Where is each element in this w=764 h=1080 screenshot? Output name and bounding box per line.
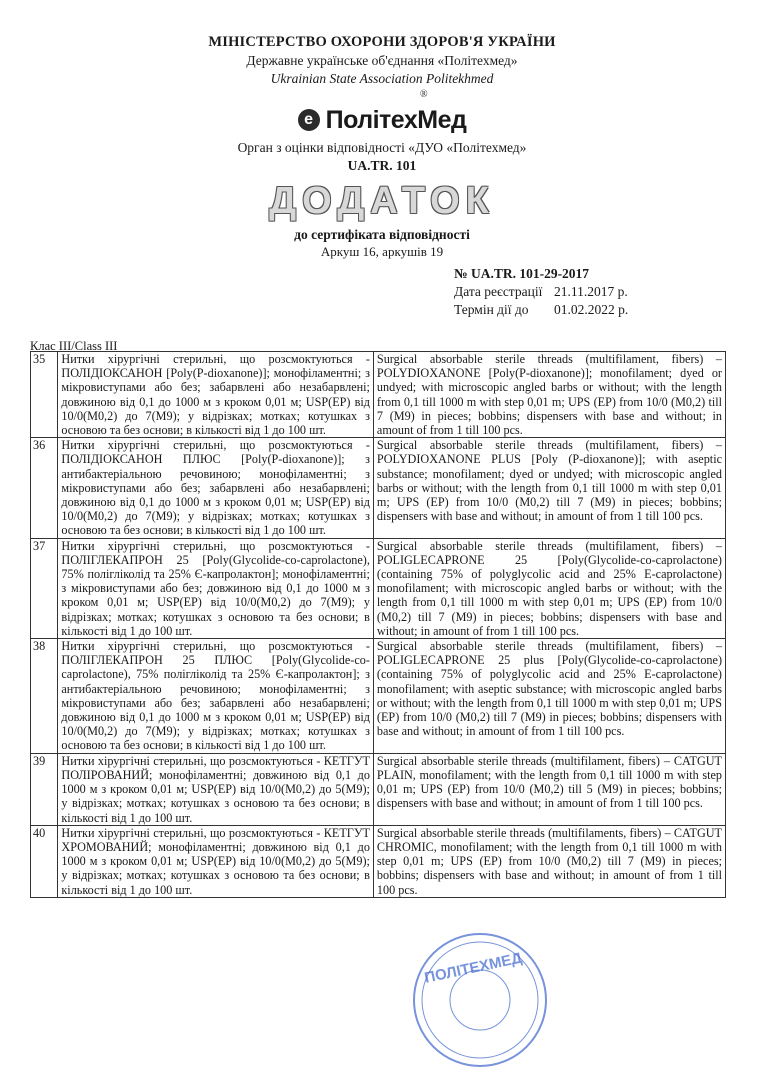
- row-description-en: Surgical absorbable sterile threads (multifilaments, fibers) – CATGUT CHROMIC, monofilament; with the length from 0,1 till 1000 m with step 0,01 m; UPS (EP) from 10/0 (M0,2) till 7 (M9) in pieces; bobbins; dispensers with base and without; in amount of from 1 till 100 pcs.: [373, 825, 725, 897]
- certificate-subtitle: до сертифіката відповідності: [294, 227, 470, 242]
- row-number: 39: [31, 753, 58, 825]
- conformity-body-code: UA.TR. 101: [347, 158, 417, 173]
- ministry-title: МІНІСТЕРСТВО ОХОРОНИ ЗДОРОВ'Я УКРАЇНИ: [208, 34, 556, 50]
- certificate-number: № UA.TR. 101-29-2017: [454, 266, 590, 281]
- appendix-title: ДОДАТОК: [269, 180, 495, 222]
- row-description-ua: Нитки хірургічні стерильні, що розсмоктуються - ПОЛІДІОКСАНОН [Poly(P-dioxanone)]; монофіламентні; з мікровиступами або без; забарвлені або незабарвлені; довжиною від 0,1 до 1000 м з кроком 0,01 м; USP(EP) від 10/0(M0,2) до 7(M9); у відрізках; мотках; котушках з основою та без основи; в кількості від 1 до 100 шт.: [58, 352, 374, 438]
- association-name-ua: Державне українське об'єднання «Політехмед»: [246, 53, 518, 68]
- row-description-en: Surgical absorbable sterile threads (multifilament, fibers) – POLYDIOXANONE [Poly(P-dioxanone)]; monofilament; dyed or undyed; with microscopic angled barbs or without; with the length from 0,1 till 1000 m with step 0,01 m; UPS (EP) from 10/0 (M0,2) till 7 (M9) in pieces; bobbins; dispensers with base and without; in amount of from 1 till 100 pcs.: [373, 352, 725, 438]
- row-number: 38: [31, 639, 58, 754]
- valid-until-value: 01.02.2022 р.: [554, 302, 629, 317]
- table-row: [31, 538, 726, 638]
- conformity-body: Орган з оцінки відповідності «ДУО «Політехмед»: [237, 140, 527, 155]
- sheet-info: Аркуш 16, аркушів 19: [320, 244, 444, 259]
- table-row: [31, 438, 726, 538]
- row-description-en: Surgical absorbable sterile threads (multifilament, fibers) – CATGUT PLAIN, monofilament; with the length from 0,1 till 1000 m with step 0,01 m; UPS (EP) from 10/0 (M0,2) till 5 (M9) in pieces; bobbins; dispensers with base and without; in amount of from 1 till 100 pcs.: [373, 753, 725, 825]
- class-label: Клас ІІІ/Class III: [30, 339, 118, 353]
- registration-date: [454, 284, 628, 300]
- row-description-en: Surgical absorbable sterile threads (multifilament, fibers) – POLYDIOXANONE PLUS [Poly (P-dioxanone)]; with aseptic substance; monofilament; dyed or undyed; with microscopic angled barbs or without; with the length from 0,1 till 1000 m with step 0,01 m; UPS (EP) from 10/0 (M0,2) till 7 (M9) in pieces; bobbins; dispensers with base and without; in amount of from 1 till 100 pcs.: [373, 438, 725, 538]
- registration-date-label: Дата реєстрації: [454, 284, 543, 299]
- stamp-text: ПОЛІТЕХМЕД: [422, 949, 524, 987]
- row-description-ua: Нитки хірургічні стерильні, що розсмоктуються - КЕТГУТ ПОЛІРОВАНИЙ; монофіламентні; довжиною від 0,1 до 1000 м з кроком 0,01 м; USP(EP) від 10/0(M0,2) до 5(M9); у відрізках; мотках; котушках з основою та без основи; в кількості від 1 до 100 шт.: [58, 753, 374, 825]
- row-description-ua: Нитки хірургічні стерильні, що розсмоктуються - ПОЛІГЛЕКАПРОН 25 ПЛЮС [Poly(Glycolide-co-caprolactone), 75% полігліколід та 25% Є-капролактон]; з антибактеріальною речовиною; монофіламентні; з мікровиступами або без; забарвлені або незабарвлені; довжиною від 0,1 до 1000 м з кроком 0,01 м; USP(EP) від 10/0(M0,2) до 7(M9); у відрізках; мотках; котушках з основою та без основи; в кількості від 1 до 100 шт.: [58, 639, 374, 754]
- table-row: [31, 639, 726, 754]
- politekhmed-logo: [0, 103, 764, 137]
- row-number: 37: [31, 538, 58, 638]
- table-row: [31, 352, 726, 438]
- row-number: 35: [31, 352, 58, 438]
- row-description-en: Surgical absorbable sterile threads (multifilament, fibers) – POLIGLECAPRONE 25 [Poly(Glycolide-co-caprolactone) (containing 75% of polyglycolic acid and 25% E-caprolactone) monofilament; with microscopic angled barbs or without; with the length from 0,1 till 1000 m with step 0,01 m; UPS (EP) from 10/0 (M0,2) till 7 (M9) in pieces; bobbins; dispensers with base and without; in amount of from 1 till 100 pcs.: [373, 538, 725, 638]
- row-description-ua: Нитки хірургічні стерильні, що розсмоктуються - ПОЛІДІОКСАНОН ПЛЮС [Poly(P-dioxanone)]; з антибактеріальною речовиною; монофіламентні; з мікровиступами або без; забарвлені або незабарвлені; довжиною від 0,1 до 1000 м з кроком 0,01 м; USP(EP) від 10/0(M0,2) до 7(M9); у відрізках; мотках; котушках з основою та без основи; в кількості від 1 до 100 шт.: [58, 438, 374, 538]
- table-row: [31, 825, 726, 897]
- row-description-en: Surgical absorbable sterile threads (multifilament, fibers) – POLIGLECAPRONE 25 plus [Poly(Glycolide-co-caprolactone) (containing 75% of polyglycolic acid and 25% E-caprolactone) monofilament; with aseptic substance; with microscopic angled barbs or without; with the length from 0,1 till 1000 m with step 0,01 m; UPS (EP) from 10/0 (M0,2) till 7 (M9) in pieces; bobbins; dispensers with base and without; in amount of from 1 till 100 pcs.: [373, 639, 725, 754]
- association-name-en: Ukrainian State Association Politekhmed: [270, 71, 494, 86]
- row-description-ua: Нитки хірургічні стерильні, що розсмоктуються - КЕТГУТ ХРОМОВАНИЙ; монофіламентні; довжиною від 0,1 до 1000 м з кроком 0,01 м; USP(EP) від 10/0(M0,2) до 5(M9); у відрізках; мотках; котушках з основою та без основи; в кількості від 1 до 100 шт.: [58, 825, 374, 897]
- logo-mark-icon: e: [298, 109, 320, 131]
- row-number: 36: [31, 438, 58, 538]
- products-table: [30, 351, 726, 898]
- row-description-ua: Нитки хірургічні стерильні, що розсмоктуються - ПОЛІГЛЕКАПРОН 25 [Poly(Glycolide-co-caprolactone), 75% полігліколід та 25% Є-капролактон]; монофіламентні; з мікровиступами або без; довжиною від 0,1 до 1000 м з кроком 0,01 м; USP(EP) від 10/0(M0,2) до 7(M9); у відрізках; мотках; котушках з основою та без основи; в кількості від 1 до 100 шт.: [58, 538, 374, 638]
- registered-mark: ®: [420, 89, 428, 100]
- valid-until-label: Термін дії до: [454, 302, 529, 317]
- logo-text: ПолітехМед: [325, 105, 467, 134]
- valid-until: [454, 302, 628, 318]
- registration-date-value: 21.11.2017 р.: [554, 284, 628, 299]
- official-stamp: [410, 930, 550, 1070]
- table-row: [31, 753, 726, 825]
- row-number: 40: [31, 825, 58, 897]
